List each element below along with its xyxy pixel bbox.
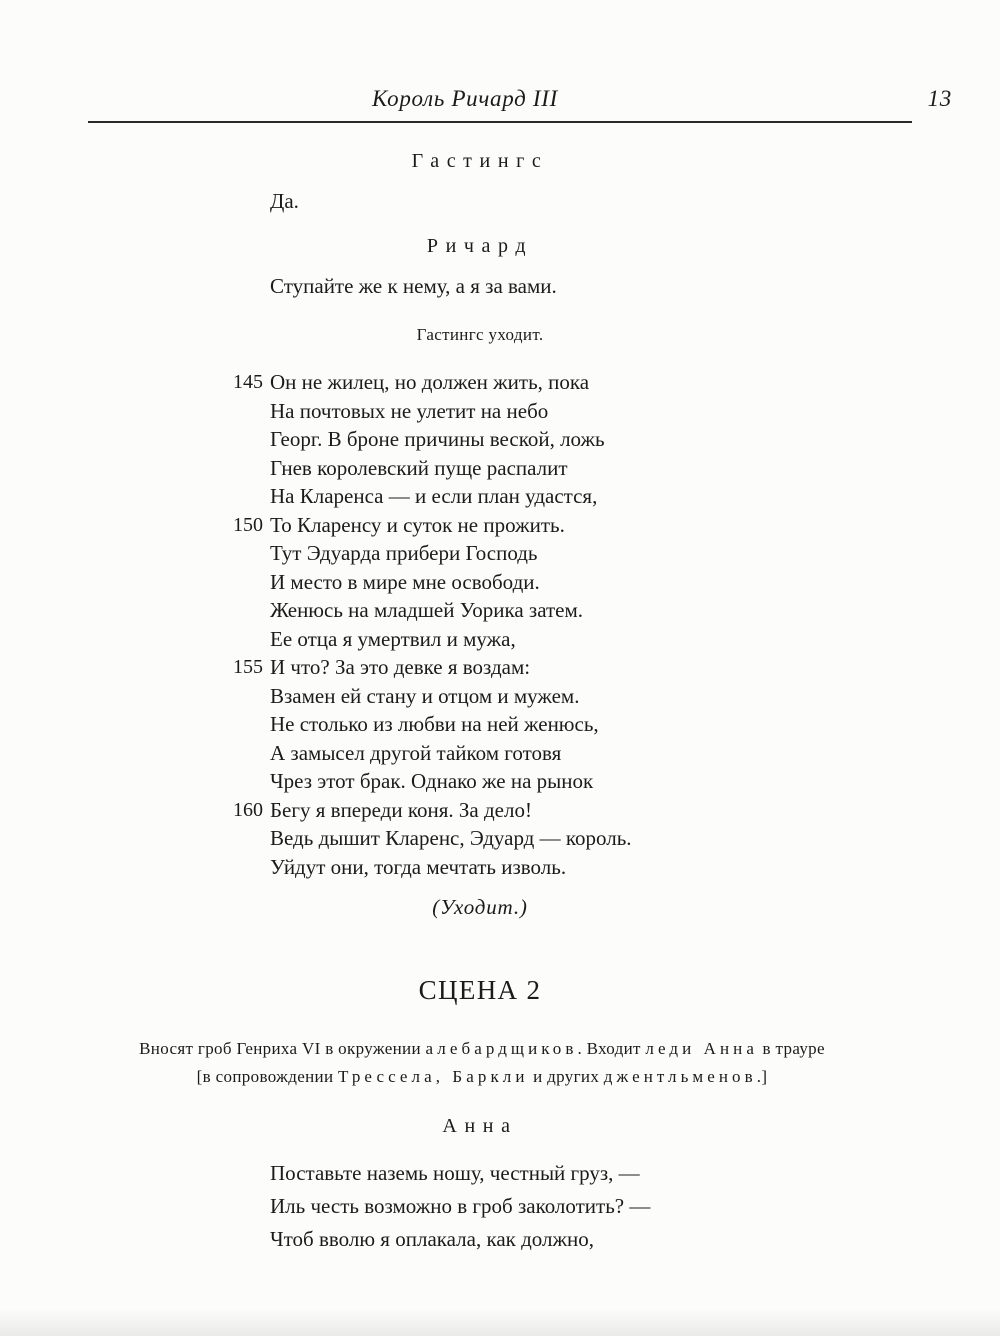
verse-line xyxy=(270,625,1000,654)
verse-text: Женюсь на младшей Уорика затем. xyxy=(270,598,584,622)
verse-line xyxy=(270,739,1000,768)
scene-stage-direction-line1 xyxy=(0,1035,964,1063)
direction-text: . Входит xyxy=(577,1039,646,1058)
verse-text: Иль честь возможно в гроб заколотить? — xyxy=(270,1194,651,1218)
verse-text: Ведь дышит Кларенс, Эдуард — король. xyxy=(270,826,632,850)
header-rule xyxy=(88,121,912,123)
verse-line xyxy=(270,682,1000,711)
direction-text: и других xyxy=(528,1067,604,1086)
richard-line: Ступайте же к нему, а я за вами. xyxy=(270,274,557,298)
verse-text: Поставьте наземь ношу, честный груз, — xyxy=(270,1161,640,1185)
verse-line xyxy=(233,796,1000,825)
verse-line xyxy=(233,653,1000,682)
verse-text: И место в мире мне освободи. xyxy=(270,569,540,594)
verse-line xyxy=(270,482,1000,511)
verse-line xyxy=(270,596,1000,625)
verse-text: Чрез этот брак. Однако же на рынок xyxy=(270,769,594,793)
anna-speech xyxy=(0,1157,1000,1256)
speaker-name-richard: Ричард xyxy=(426,235,534,257)
scene-stage-direction-line2 xyxy=(0,1063,964,1091)
stage-direction-richard-exits: (Уходит.) xyxy=(432,895,528,919)
direction-text: Вносят гроб Генриха VI в окружении xyxy=(139,1039,426,1058)
line-number: 160 xyxy=(233,798,263,821)
direction-text: .] xyxy=(756,1067,768,1086)
verse-text: Гнев королевский пуще распалит xyxy=(270,455,568,480)
verse-line xyxy=(270,824,1000,853)
verse-line xyxy=(233,511,1000,540)
verse-text: И что? За это девке я воздам: xyxy=(270,655,531,679)
verse-line xyxy=(270,710,1000,739)
verse-line xyxy=(270,1157,1000,1190)
direction-name-spaced: леди Анна xyxy=(645,1039,758,1058)
verse-text: Не столько из любви на ней женюсь, xyxy=(270,712,599,736)
verse-text: Взамен ей стану и отцом и мужем. xyxy=(270,683,580,708)
verse-line xyxy=(270,539,1000,568)
verse-line xyxy=(270,1190,1000,1223)
verse-text: Бегу я впереди коня. За дело! xyxy=(270,797,532,822)
verse-line xyxy=(270,853,1000,882)
verse-line xyxy=(270,767,1000,796)
direction-text: в трауре xyxy=(757,1039,825,1058)
direction-name-spaced: джентльменов xyxy=(603,1067,757,1086)
speaker-name-hastings: Гастингс xyxy=(411,150,549,172)
verse-line xyxy=(270,425,1000,454)
stage-direction-hastings-exits: Гастингс уходит. xyxy=(416,325,544,344)
verse-line xyxy=(270,454,1000,483)
hastings-line: Да. xyxy=(270,189,299,213)
verse-text: Тут Эдуарда прибери Господь xyxy=(270,541,538,565)
verse-text: Он не жилец, но должен жить, пока xyxy=(270,370,590,394)
speaker-name-anna: Анна xyxy=(442,1115,518,1137)
page-header xyxy=(88,86,952,112)
verse-text: Чтоб вволю я оплакала, как должно, xyxy=(270,1227,594,1251)
richard-monologue xyxy=(0,368,1000,881)
page-number: 13 xyxy=(927,86,952,111)
verse-text: Уйдут они, тогда мечтать изволь. xyxy=(270,854,567,879)
verse-text: Георг. В броне причины веской, ложь xyxy=(270,427,605,451)
verse-text: На Кларенса — и если план удастся, xyxy=(270,484,598,508)
verse-line xyxy=(233,368,1000,397)
verse-text: То Кларенсу и суток не прожить. xyxy=(270,512,565,537)
direction-name-spaced: Трессела, Баркли xyxy=(338,1067,529,1086)
verse-line xyxy=(270,397,1000,426)
page-content xyxy=(0,134,1000,1256)
direction-name-spaced: алебардщиков xyxy=(425,1039,578,1058)
direction-text: [в сопровождении xyxy=(196,1067,339,1086)
verse-text: А замысел другой тайком готовя xyxy=(270,740,562,765)
verse-line xyxy=(270,568,1000,597)
line-number: 155 xyxy=(233,656,263,678)
verse-text: Ее отца я умертвил и мужа, xyxy=(270,626,516,651)
verse-text: На почтовых не улетит на небо xyxy=(270,398,549,423)
verse-line xyxy=(270,1223,1000,1256)
line-number: 150 xyxy=(233,513,263,536)
scene-title: СЦЕНА 2 xyxy=(418,975,542,1005)
line-number: 145 xyxy=(233,371,263,393)
running-title: Король Ричард III xyxy=(372,86,558,111)
